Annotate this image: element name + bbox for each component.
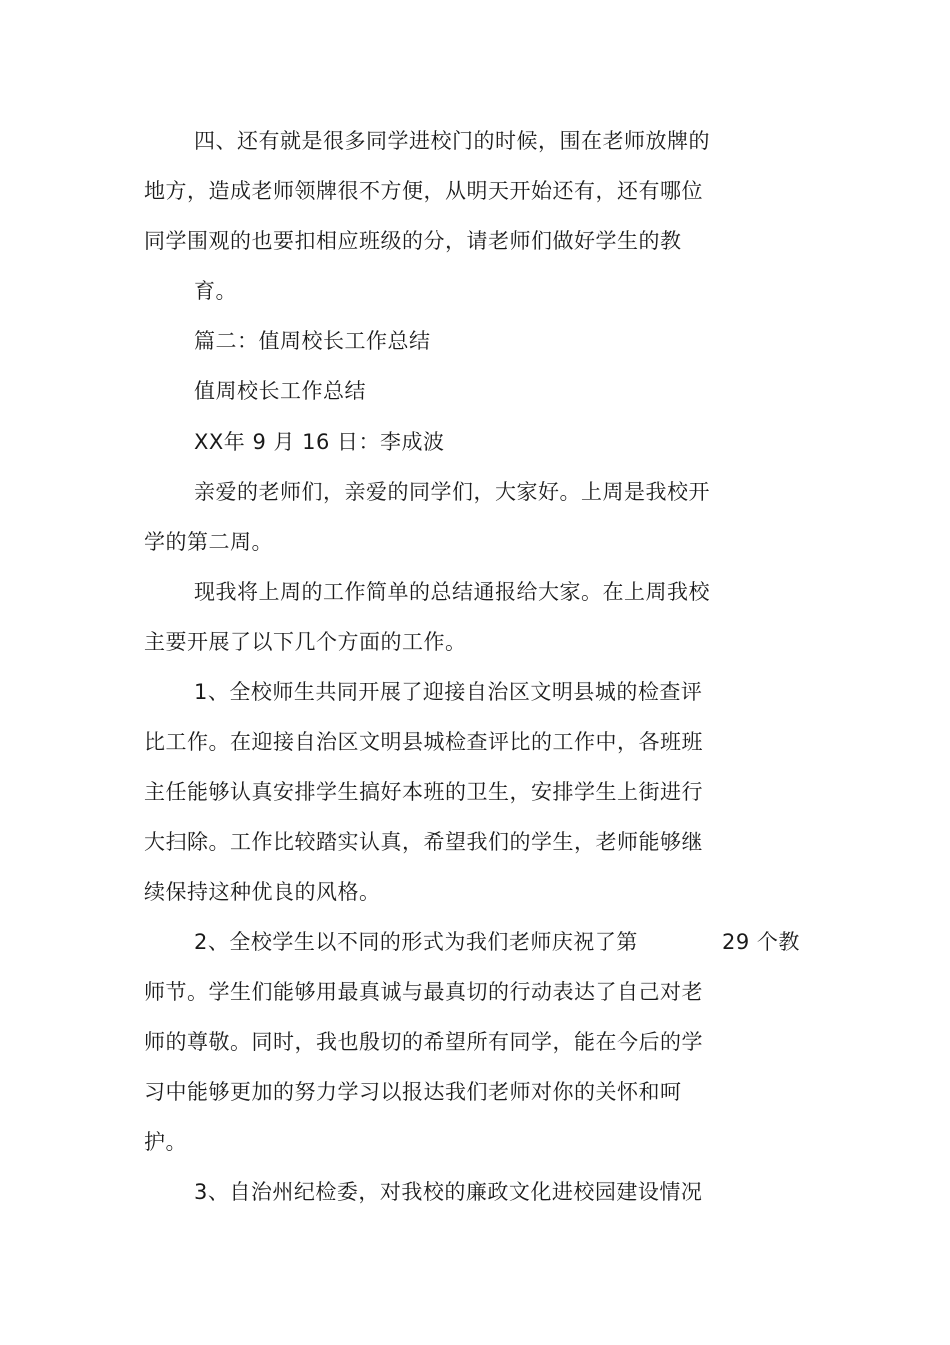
section-heading: 篇二：值周校长工作总结 bbox=[194, 329, 431, 353]
date-author-line: XX年 9 月 16 日：李成波 bbox=[194, 430, 445, 454]
text-line: 3、自治州纪检委，对我校的廉政文化进校园建设情况 bbox=[194, 1180, 703, 1204]
text-line: 四、还有就是很多同学进校门的时候，围在老师放牌的 bbox=[194, 129, 710, 153]
text-line: 现我将上周的工作简单的总结通报给大家。在上周我校 bbox=[194, 580, 710, 604]
text-line: 1、全校师生共同开展了迎接自治区文明县城的检查评 bbox=[194, 680, 703, 704]
text-line: 地方，造成老师领牌很不方便，从明天开始还有，还有哪位 bbox=[144, 179, 703, 203]
text-line: 比工作。在迎接自治区文明县城检查评比的工作中，各班班 bbox=[144, 730, 703, 754]
text-line: 师节。学生们能够用最真诚与最真切的行动表达了自己对老 bbox=[144, 980, 703, 1004]
text-line: 同学围观的也要扣相应班级的分，请老师们做好学生的教 bbox=[144, 229, 682, 253]
text-line: 主要开展了以下几个方面的工作。 bbox=[144, 630, 467, 654]
text-line: 师的尊敬。同时，我也殷切的希望所有同学，能在今后的学 bbox=[144, 1030, 703, 1054]
text-line: 大扫除。工作比较踏实认真，希望我们的学生，老师能够继 bbox=[144, 830, 703, 854]
document-title: 值周校长工作总结 bbox=[194, 379, 366, 403]
text-line: 学的第二周。 bbox=[144, 530, 273, 554]
text-line: 习中能够更加的努力学习以报达我们老师对你的关怀和呵 bbox=[144, 1080, 682, 1104]
text-line: 护。 bbox=[144, 1130, 187, 1154]
text-line-fragment: 29 个教 bbox=[722, 930, 800, 954]
text-line: 主任能够认真安排学生搞好本班的卫生，安排学生上街进行 bbox=[144, 780, 703, 804]
text-line: 亲爱的老师们，亲爱的同学们，大家好。上周是我校开 bbox=[194, 480, 710, 504]
text-line: 2、全校学生以不同的形式为我们老师庆祝了第 bbox=[194, 930, 638, 954]
text-line: 育。 bbox=[194, 279, 237, 303]
text-line: 续保持这种优良的风格。 bbox=[144, 880, 381, 904]
